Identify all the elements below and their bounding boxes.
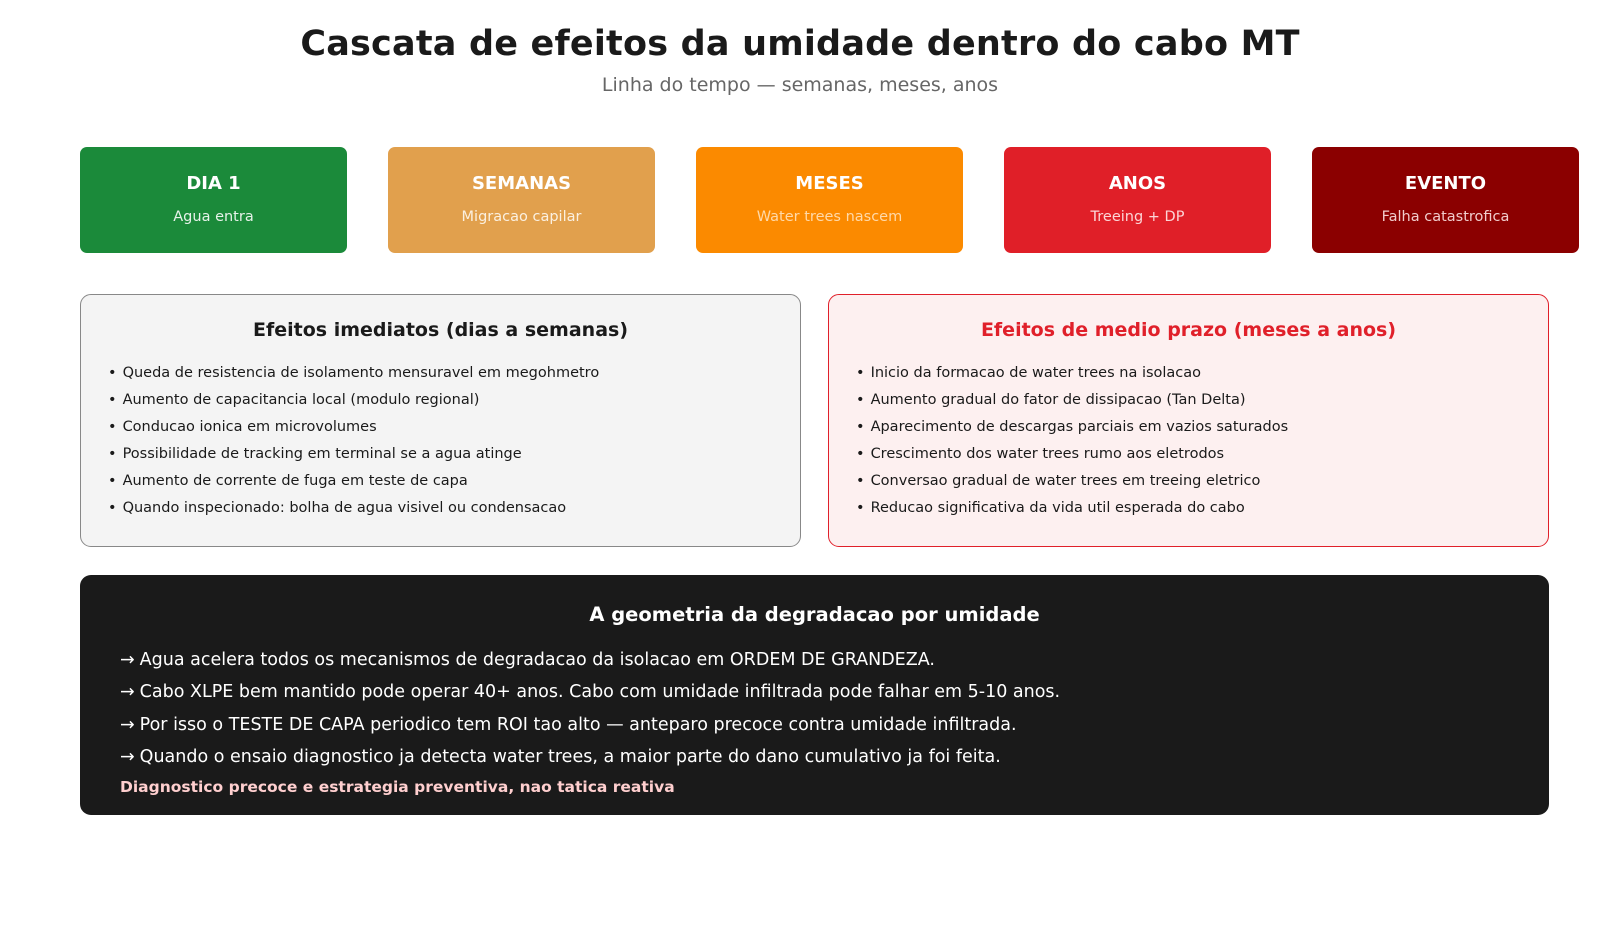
stage-subtitle: Migracao capilar [461, 209, 582, 225]
stage-title: ANOS [1108, 173, 1167, 194]
summary-list [120, 644, 1060, 773]
stage-dia-1 [80, 147, 347, 253]
summary-panel [80, 575, 1549, 815]
list-item: • Aumento gradual do fator de dissipacao (Tan Delta) [856, 387, 1528, 414]
immediate-effects-title: Efeitos imediatos (dias a semanas) [252, 319, 629, 341]
page-title: Cascata de efeitos da umidade dentro do cabo MT [300, 24, 1300, 64]
stage-evento [1312, 147, 1579, 253]
stage-title: SEMANAS [471, 173, 572, 194]
list-item: • Conducao ionica em microvolumes [108, 414, 780, 441]
stage-subtitle: Falha catastrofica [1381, 209, 1510, 225]
summary-item: → Cabo XLPE bem mantido pode operar 40+ anos. Cabo com umidade infiltrada pode falhar em 5-10 anos. [120, 676, 1060, 708]
medium-term-effects-list [856, 360, 1528, 522]
page-subtitle: Linha do tempo — semanas, meses, anos [601, 74, 999, 96]
list-item: • Reducao significativa da vida util esperada do cabo [856, 495, 1528, 522]
stage-subtitle: Agua entra [173, 209, 254, 225]
immediate-effects-panel [80, 294, 801, 547]
stage-subtitle: Treeing + DP [1090, 209, 1185, 225]
list-item: • Queda de resistencia de isolamento mensuravel em megohmetro [108, 360, 780, 387]
stage-subtitle: Water trees nascem [756, 209, 903, 225]
summary-item: → Por isso o TESTE DE CAPA periodico tem ROI tao alto — anteparo precoce contra umidade infiltrada. [120, 709, 1060, 741]
list-item: • Possibilidade de tracking em terminal se a agua atinge [108, 441, 780, 468]
summary-title: A geometria da degradacao por umidade [589, 603, 1040, 626]
list-item: • Conversao gradual de water trees em treeing eletrico [856, 468, 1528, 495]
list-item: • Aumento de capacitancia local (modulo regional) [108, 387, 780, 414]
list-item: • Aparecimento de descargas parciais em vazios saturados [856, 414, 1528, 441]
stage-title: DIA 1 [186, 173, 241, 194]
list-item: • Inicio da formacao de water trees na isolacao [856, 360, 1528, 387]
list-item: • Quando inspecionado: bolha de agua visivel ou condensacao [108, 495, 780, 522]
summary-item: → Quando o ensaio diagnostico ja detecta water trees, a maior parte do dano cumulativo ja foi feita. [120, 741, 1060, 773]
medium-term-effects-panel [828, 294, 1549, 547]
summary-item: → Agua acelera todos os mecanismos de degradacao da isolacao em ORDEM DE GRANDEZA. [120, 644, 1060, 676]
medium-term-effects-title: Efeitos de medio prazo (meses a anos) [980, 319, 1397, 341]
stage-anos [1004, 147, 1271, 253]
list-item: • Crescimento dos water trees rumo aos eletrodos [856, 441, 1528, 468]
list-item: • Aumento de corrente de fuga em teste de capa [108, 468, 780, 495]
summary-footer: Diagnostico precoce e estrategia preventiva, nao tatica reativa [120, 778, 675, 796]
stage-meses [696, 147, 963, 253]
stage-semanas [388, 147, 655, 253]
immediate-effects-list [108, 360, 780, 522]
stage-title: MESES [795, 173, 864, 194]
stage-title: EVENTO [1404, 173, 1487, 194]
